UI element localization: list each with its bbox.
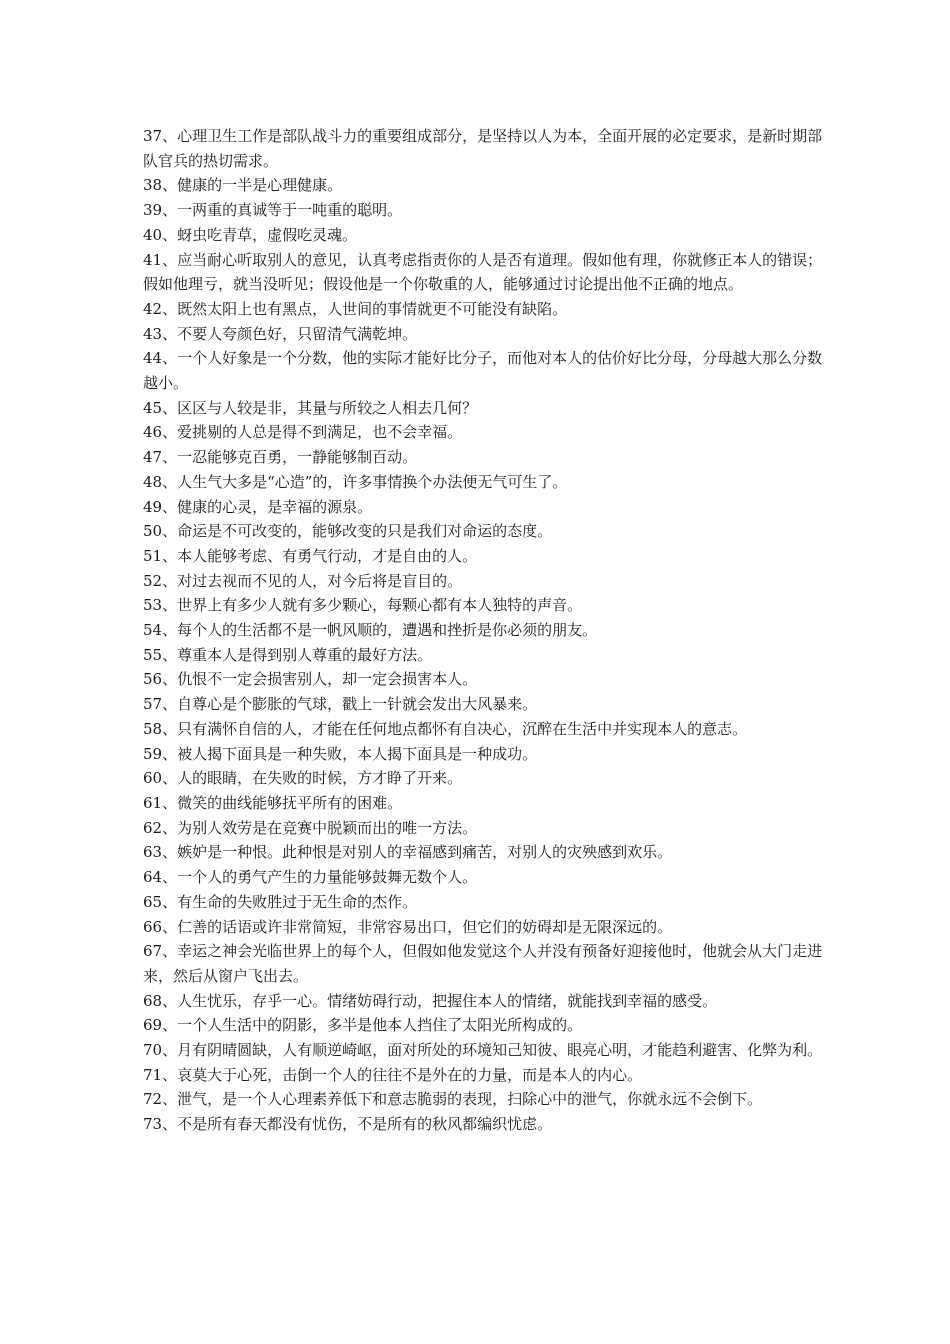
- quote-paragraph: 70、月有阴晴圆缺，人有顺逆崎岖，面对所处的环境知己知彼、眼亮心明，才能趋利避害、化弊为利。: [143, 1041, 823, 1060]
- quote-paragraph: 46、爱挑剔的人总是得不到满足，也不会幸福。: [143, 423, 463, 442]
- quote-paragraph: 69、一个人生活中的阴影，多半是他本人挡住了太阳光所构成的。: [143, 1016, 583, 1035]
- quote-paragraph: 38、健康的一半是心理健康。: [143, 176, 343, 195]
- quote-paragraph: 63、嫉妒是一种恨。此种恨是对别人的幸福感到痛苦，对别人的灾殃感到欢乐。: [143, 843, 673, 862]
- quote-paragraph: 58、只有满怀自信的人，才能在任何地点都怀有自决心，沉醉在生活中并实现本人的意志。: [143, 719, 748, 738]
- quote-paragraph: 68、人生忧乐，存乎一心。情绪妨碍行动，把握住本人的情绪，就能找到幸福的感受。: [143, 991, 718, 1010]
- quote-paragraph: 42、既然太阳上也有黑点，人世间的事情就更不可能没有缺陷。: [143, 299, 568, 318]
- quote-paragraph: 54、每个人的生活都不是一帆风顺的，遭遇和挫折是你必须的朋友。: [143, 621, 598, 640]
- quote-paragraph: 57、自尊心是个膨胀的气球，戳上一针就会发出大风暴来。: [143, 695, 538, 714]
- quote-paragraph: 39、一两重的真诚等于一吨重的聪明。: [143, 201, 403, 220]
- quote-paragraph: 50、命运是不可改变的，能够改变的只是我们对命运的态度。: [143, 522, 553, 541]
- quote-paragraph: 72、泄气，是一个人心理素养低下和意志脆弱的表现，扫除心中的泄气，你就永远不会倒下。: [143, 1090, 763, 1109]
- quote-paragraph: 49、健康的心灵，是幸福的源泉。: [143, 497, 373, 516]
- quote-paragraph: 48、人生气大多是“心造”的，许多事情换个办法便无气可生了。: [143, 472, 568, 491]
- quote-paragraph: 55、尊重本人是得到别人尊重的最好方法。: [143, 645, 433, 664]
- quote-paragraph: 44、一个人好象是一个分数，他的实际才能好比分子，而他对本人的估价好比分母，分母越大那么分数越小。: [143, 349, 823, 393]
- quote-paragraph: 61、微笑的曲线能够抚平所有的困难。: [143, 793, 403, 812]
- quote-paragraph: 65、有生命的失败胜过于无生命的杰作。: [143, 892, 418, 911]
- quote-paragraph: 51、本人能够考虑、有勇气行动，才是自由的人。: [143, 546, 478, 565]
- quote-paragraph: 45、区区与人较是非，其量与所较之人相去几何？: [143, 398, 478, 417]
- quote-paragraph: 66、仁善的话语或许非常简短，非常容易出口，但它们的妨碍却是无限深远的。: [143, 917, 673, 936]
- quote-paragraph: 71、哀莫大于心死，击倒一个人的往往不是外在的力量，而是本人的内心。: [143, 1065, 643, 1084]
- quote-paragraph: 47、一忍能够克百勇，一静能够制百动。: [143, 448, 418, 467]
- quote-paragraph: 43、不要人夸颜色好，只留清气满乾坤。: [143, 324, 418, 343]
- quote-paragraph: 59、被人揭下面具是一种失败，本人揭下面具是一种成功。: [143, 744, 538, 763]
- quote-paragraph: 60、人的眼睛，在失败的时候，方才睁了开来。: [143, 769, 463, 788]
- quote-paragraph: 53、世界上有多少人就有多少颗心，每颗心都有本人独特的声音。: [143, 596, 583, 615]
- quote-paragraph: 67、幸运之神会光临世界上的每个人，但假如他发觉这个人并没有预备好迎接他时，他就会从大门走进来，然后从窗户飞出去。: [143, 942, 823, 985]
- quote-paragraph: 73、不是所有春天都没有忧伤，不是所有的秋风都编织忧虑。: [143, 1115, 553, 1134]
- quote-paragraph: 41、应当耐心听取别人的意见，认真考虑指责你的人是否有道理。假如他有理，你就修正本人的错误；假如他理亏，就当没听见；假设他是一个你敬重的人，能够通过讨论提出他不正确的地点。: [143, 250, 823, 294]
- quote-paragraph: 37、心理卫生工作是部队战斗力的重要组成部分，是坚持以人为本，全面开展的必定要求，是新时期部队官兵的热切需求。: [143, 127, 823, 170]
- quote-paragraph: 64、一个人的勇气产生的力量能够鼓舞无数个人。: [143, 868, 478, 887]
- quote-paragraph: 40、蚜虫吃青草，虚假吃灵魂。: [143, 225, 358, 244]
- document-page: [143, 124, 823, 1137]
- quote-paragraph: 62、为别人效劳是在竞赛中脱颖而出的唯一方法。: [143, 818, 478, 837]
- quote-paragraph: 56、仇恨不一定会损害别人，却一定会损害本人。: [143, 670, 478, 689]
- quote-paragraph: 52、对过去视而不见的人，对今后将是盲目的。: [143, 571, 463, 590]
